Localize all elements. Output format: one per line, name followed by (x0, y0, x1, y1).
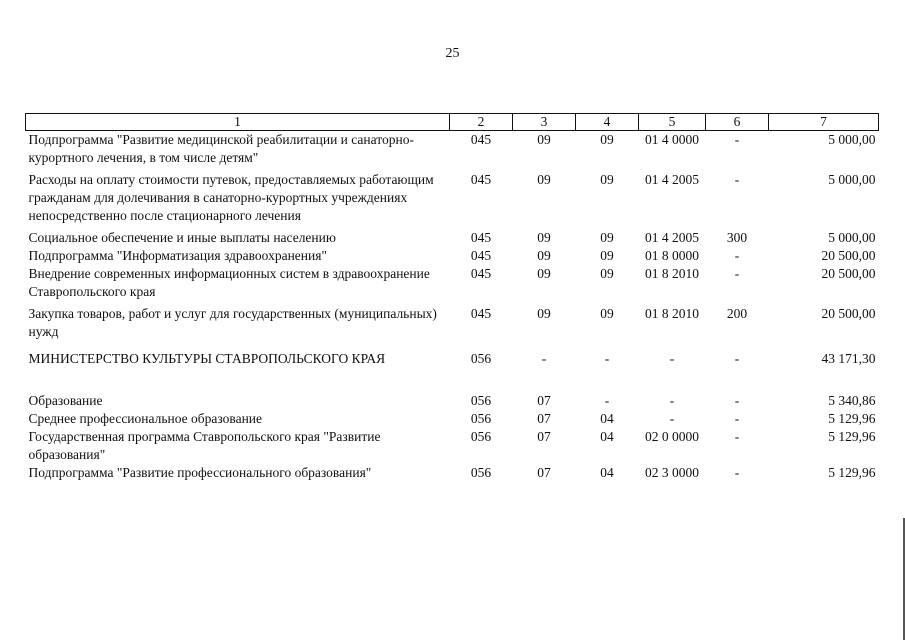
row-code-6: - (734, 248, 740, 263)
row-code-2: 056 (470, 429, 492, 444)
row-amount: 5 000,00 (828, 132, 876, 147)
row-code-3: 07 (537, 465, 551, 480)
row-code-6: - (734, 429, 740, 444)
row-name: Внедрение современных информационных систем в здравоохранение Ставропольского края (28, 266, 430, 299)
row-code-3: 07 (537, 393, 551, 408)
row-amount: 5 340,86 (828, 393, 876, 408)
column-header-7: 7 (769, 114, 879, 131)
row-code-4: 04 (600, 411, 614, 426)
row-code-5: 01 8 0000 (645, 248, 699, 263)
row-code-3: 07 (537, 411, 551, 426)
row-amount: 43 171,30 (821, 351, 876, 366)
table-row (26, 410, 879, 428)
table-row (26, 368, 879, 410)
row-amount: 5 000,00 (828, 230, 876, 245)
row-code-4: - (604, 393, 610, 408)
row-amount: 20 500,00 (821, 248, 876, 263)
column-number-row (26, 114, 879, 131)
table-row (26, 301, 879, 341)
row-code-2: 056 (470, 393, 492, 408)
row-amount: 5 129,96 (828, 465, 876, 480)
row-code-3: 09 (537, 306, 551, 321)
row-code-3: 09 (537, 248, 551, 263)
row-amount: 5 129,96 (828, 411, 876, 426)
row-name: Подпрограмма "Развитие медицинской реабилитации и санаторно-курортного лечения, в том числе детям" (28, 132, 414, 165)
row-code-4: 09 (600, 230, 614, 245)
row-code-4: 09 (600, 132, 614, 147)
row-code-2: 056 (470, 411, 492, 426)
row-code-2: 045 (470, 248, 492, 263)
column-header-4: 4 (576, 114, 639, 131)
row-code-5: 01 4 0000 (645, 132, 699, 147)
row-code-4: 04 (600, 465, 614, 480)
table-row (26, 428, 879, 464)
table-row (26, 265, 879, 301)
row-code-3: 09 (537, 132, 551, 147)
row-code-3: 09 (537, 230, 551, 245)
row-code-3: 07 (537, 429, 551, 444)
column-header-2: 2 (450, 114, 513, 131)
row-code-2: 045 (470, 306, 492, 321)
row-code-5: - (669, 411, 675, 426)
row-code-5: 01 4 2005 (645, 230, 699, 245)
row-code-5: 02 0 0000 (645, 429, 699, 444)
row-code-2: 056 (470, 351, 492, 366)
row-code-6: 300 (726, 230, 748, 245)
row-code-6: - (734, 351, 740, 366)
table-row (26, 341, 879, 368)
row-name: МИНИСТЕРСТВО КУЛЬТУРЫ СТАВРОПОЛЬСКОГО КРАЯ (28, 351, 386, 366)
row-code-6: - (734, 172, 740, 187)
row-code-5: 01 4 2005 (645, 172, 699, 187)
table-row (26, 167, 879, 225)
row-code-6: - (734, 465, 740, 480)
row-code-3: 09 (537, 266, 551, 281)
row-code-6: 200 (726, 306, 748, 321)
table-row (26, 247, 879, 265)
table-row (26, 131, 879, 168)
row-code-2: 045 (470, 266, 492, 281)
row-code-5: 01 8 2010 (645, 266, 699, 281)
row-code-4: - (604, 351, 610, 366)
row-name: Среднее профессиональное образование (28, 411, 263, 426)
page-number: 25 (445, 46, 460, 61)
row-name: Социальное обеспечение и иные выплаты населению (28, 230, 336, 245)
row-code-4: 09 (600, 172, 614, 187)
column-header-3: 3 (513, 114, 576, 131)
column-header-6: 6 (706, 114, 769, 131)
row-name: Расходы на оплату стоимости путевок, предоставляемых работающим гражданам для долечивания в санаторно-курортных учреждениях непосредственно после стационарного лечения (28, 172, 434, 223)
budget-table (25, 113, 879, 482)
row-code-2: 045 (470, 172, 492, 187)
row-code-5: - (669, 351, 675, 366)
row-code-6: - (734, 393, 740, 408)
row-name: Образование (28, 393, 103, 408)
table-row (26, 225, 879, 247)
row-amount: 20 500,00 (821, 306, 876, 321)
row-code-6: - (734, 411, 740, 426)
row-code-2: 045 (470, 132, 492, 147)
row-name: Государственная программа Ставропольского края "Развитие образования" (28, 429, 381, 462)
row-code-2: 056 (470, 465, 492, 480)
row-name: Подпрограмма "Информатизация здравоохранения" (28, 248, 327, 263)
row-code-4: 09 (600, 248, 614, 263)
table-row (26, 464, 879, 482)
row-code-5: 02 3 0000 (645, 465, 699, 480)
row-amount: 20 500,00 (821, 266, 876, 281)
row-code-5: - (669, 393, 675, 408)
row-amount: 5 129,96 (828, 429, 876, 444)
row-code-4: 09 (600, 266, 614, 281)
row-code-4: 04 (600, 429, 614, 444)
row-amount: 5 000,00 (828, 172, 876, 187)
row-name: Закупка товаров, работ и услуг для государственных (муниципальных) нужд (28, 306, 437, 339)
row-code-6: - (734, 266, 740, 281)
row-code-3: - (541, 351, 547, 366)
row-code-2: 045 (470, 230, 492, 245)
row-code-3: 09 (537, 172, 551, 187)
row-code-6: - (734, 132, 740, 147)
row-name: Подпрограмма "Развитие профессионального образования" (28, 465, 372, 480)
row-code-4: 09 (600, 306, 614, 321)
column-header-5: 5 (639, 114, 706, 131)
column-header-1: 1 (26, 114, 450, 131)
row-code-5: 01 8 2010 (645, 306, 699, 321)
